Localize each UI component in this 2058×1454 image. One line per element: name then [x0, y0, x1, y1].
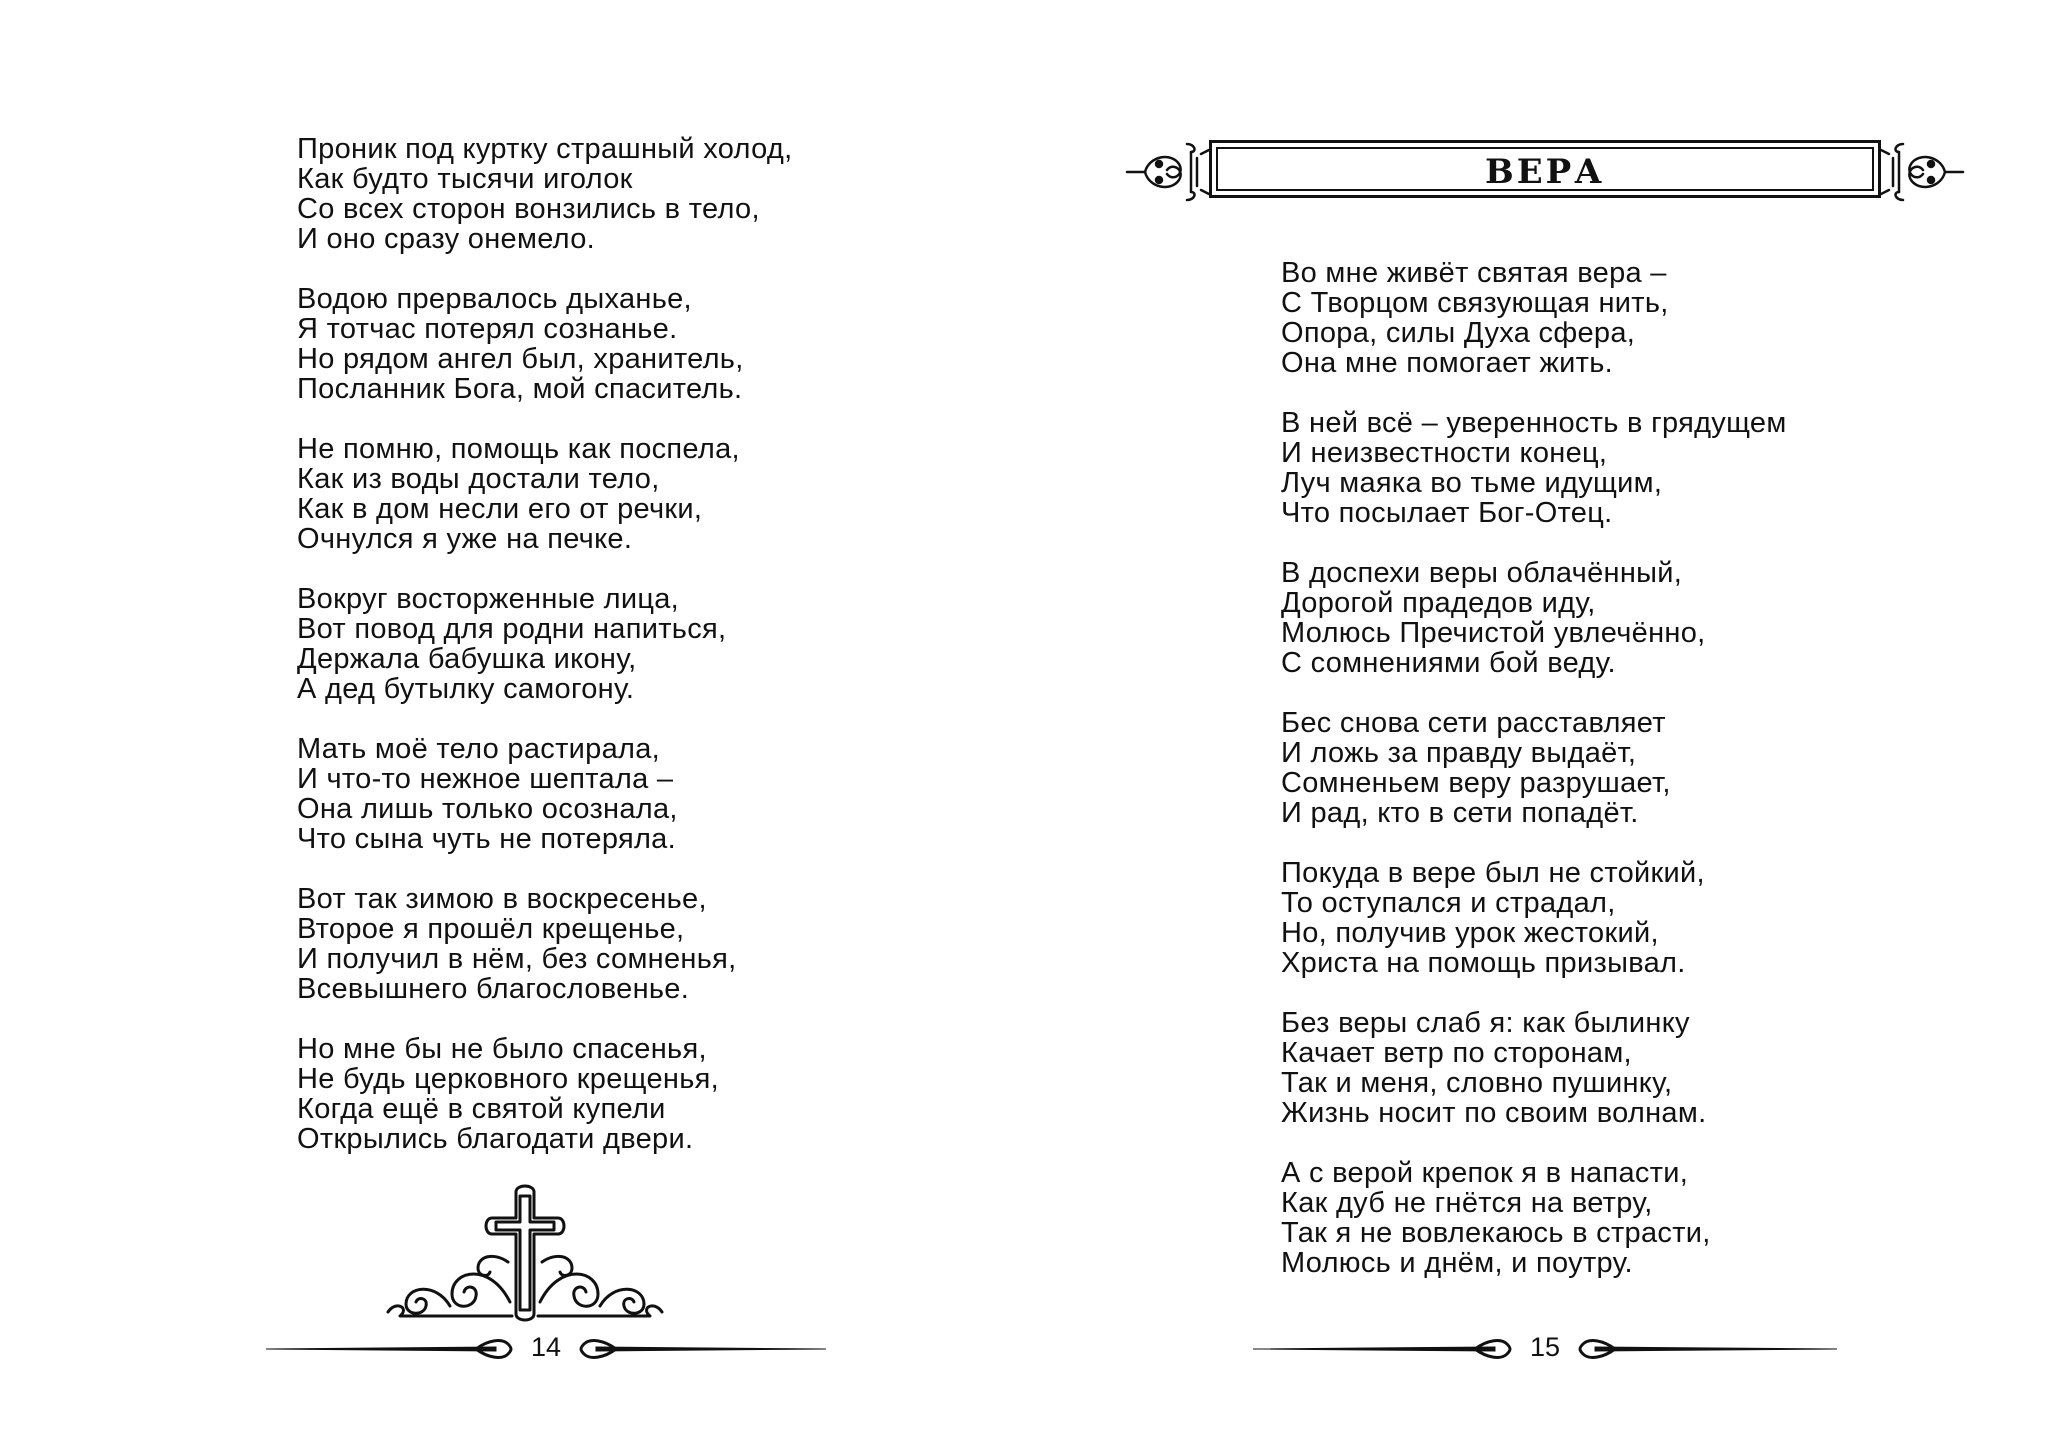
banner-flourish-icon	[1881, 134, 1965, 204]
poem-line: Когда ещё в святой купели	[297, 1093, 666, 1125]
stanza	[1281, 708, 1787, 828]
stanza	[1281, 1158, 1787, 1278]
stanza	[297, 134, 792, 254]
poem-line: В ней всё – уверенность в грядущем	[1281, 407, 1787, 439]
poem-line: Очнулся я уже на печке.	[297, 523, 633, 555]
poem-line: Опора, силы Духа сфера,	[1281, 317, 1636, 349]
poem-line: Как дуб не гнётся на ветру,	[1281, 1187, 1653, 1219]
poem-line: Посланник Бога, мой спаситель.	[297, 373, 743, 405]
poem-line: С Творцом связующая нить,	[1281, 287, 1669, 319]
poem-line: Качает ветр по сторонам,	[1281, 1037, 1632, 1069]
poem-line: Она лишь только осознала,	[297, 793, 678, 825]
stanza	[297, 1034, 792, 1154]
poem-line: Бес снова сети расставляет	[1281, 707, 1666, 739]
poem-line: Без веры слаб я: как былинку	[1281, 1007, 1690, 1039]
poem-line: Жизнь носит по своим волнам.	[1281, 1097, 1707, 1129]
poem-line: Всевышнего благословенье.	[297, 973, 690, 1005]
poem-line: Вокруг восторженные лица,	[297, 583, 680, 615]
poem-line: Что посылает Бог-Отец.	[1281, 497, 1613, 529]
poem-line: Вот так зимою в воскресенье,	[297, 883, 707, 915]
page-number: 14	[530, 1332, 562, 1362]
page-footer-right	[1253, 1330, 1837, 1366]
stanza	[1281, 558, 1787, 678]
stanza	[297, 434, 792, 554]
poem-line: Водою прервалось дыханье,	[297, 283, 692, 315]
page-number: 15	[1529, 1332, 1561, 1362]
poem-right	[1281, 258, 1787, 1308]
poem-line: С сомнениями бой веду.	[1281, 647, 1616, 679]
stanza	[1281, 858, 1787, 978]
poem-line: Луч маяка во тьме идущим,	[1281, 467, 1663, 499]
poem-line: И что-то нежное шептала –	[297, 763, 674, 795]
stanza	[1281, 1008, 1787, 1128]
poem-line: И неизвестности конец,	[1281, 437, 1608, 469]
poem-line: Молюсь и днём, и поутру.	[1281, 1247, 1633, 1279]
poem-line: Проник под куртку страшный холод,	[297, 133, 793, 165]
stanza	[1281, 408, 1787, 528]
right-page	[1029, 0, 2058, 1454]
poem-line: Не помню, помощь как поспела,	[297, 433, 740, 465]
poem-line: Со всех сторон вонзились в тело,	[297, 193, 760, 225]
poem-line: Дорогой прадедов иду,	[1281, 587, 1596, 619]
poem-line: Мать моё тело растирала,	[297, 733, 661, 765]
title-banner	[1125, 130, 1965, 210]
title-frame	[1209, 140, 1881, 198]
poem-line: Но мне бы не было спасенья,	[297, 1033, 707, 1065]
stanza	[297, 284, 792, 404]
poem-line: Как будто тысячи иголок	[297, 163, 633, 195]
poem-line: Как в дом несли его от речки,	[297, 493, 703, 525]
poem-line: И получил в нём, без сомненья,	[297, 943, 737, 975]
banner-flourish-icon	[1125, 134, 1209, 204]
poem-line: И оно сразу онемело.	[297, 223, 595, 255]
poem-line: А дед бутылку самогону.	[297, 673, 635, 705]
poem-line: Сомненьем веру разрушает,	[1281, 767, 1671, 799]
poem-line: Так я не вовлекаюсь в страсти,	[1281, 1217, 1711, 1249]
poem-line: Я тотчас потерял сознанье.	[297, 313, 678, 345]
poem-line: В доспехи веры облачённый,	[1281, 557, 1683, 589]
poem-line: Она мне помогает жить.	[1281, 347, 1614, 379]
poem-line: Не будь церковного крещенья,	[297, 1063, 719, 1095]
poem-left	[297, 134, 792, 1184]
poem-line: Но, получив урок жестокий,	[1281, 917, 1659, 949]
stanza	[297, 734, 792, 854]
poem-line: Молюсь Пречистой увлечённо,	[1281, 617, 1706, 649]
poem-line: То оступался и страдал,	[1281, 887, 1616, 919]
poem-line: Вот повод для родни напиться,	[297, 613, 727, 645]
poem-line: Как из воды достали тело,	[297, 463, 660, 495]
poem-line: Открылись благодати двери.	[297, 1123, 694, 1155]
page-footer-left	[266, 1330, 826, 1366]
stanza	[1281, 258, 1787, 378]
poem-line: Но рядом ангел был, хранитель,	[297, 343, 744, 375]
poem-line: Держала бабушка икону,	[297, 643, 637, 675]
poem-line: Покуда в вере был не стойкий,	[1281, 857, 1705, 889]
poem-line: А с верой крепок я в напасти,	[1281, 1157, 1689, 1189]
poem-line: Что сына чуть не потеряла.	[297, 823, 676, 855]
poem-title: ВЕРА	[1485, 152, 1605, 192]
cross-ornament-icon	[380, 1182, 670, 1332]
poem-line: Так и меня, словно пушинку,	[1281, 1067, 1673, 1099]
poem-line: Второе я прошёл крещенье,	[297, 913, 685, 945]
stanza	[297, 584, 792, 704]
poem-line: Во мне живёт святая вера –	[1281, 257, 1667, 289]
poem-line: И ложь за правду выдаёт,	[1281, 737, 1637, 769]
stanza	[297, 884, 792, 1004]
poem-line: И рад, кто в сети попадёт.	[1281, 797, 1639, 829]
poem-line: Христа на помощь призывал.	[1281, 947, 1686, 979]
